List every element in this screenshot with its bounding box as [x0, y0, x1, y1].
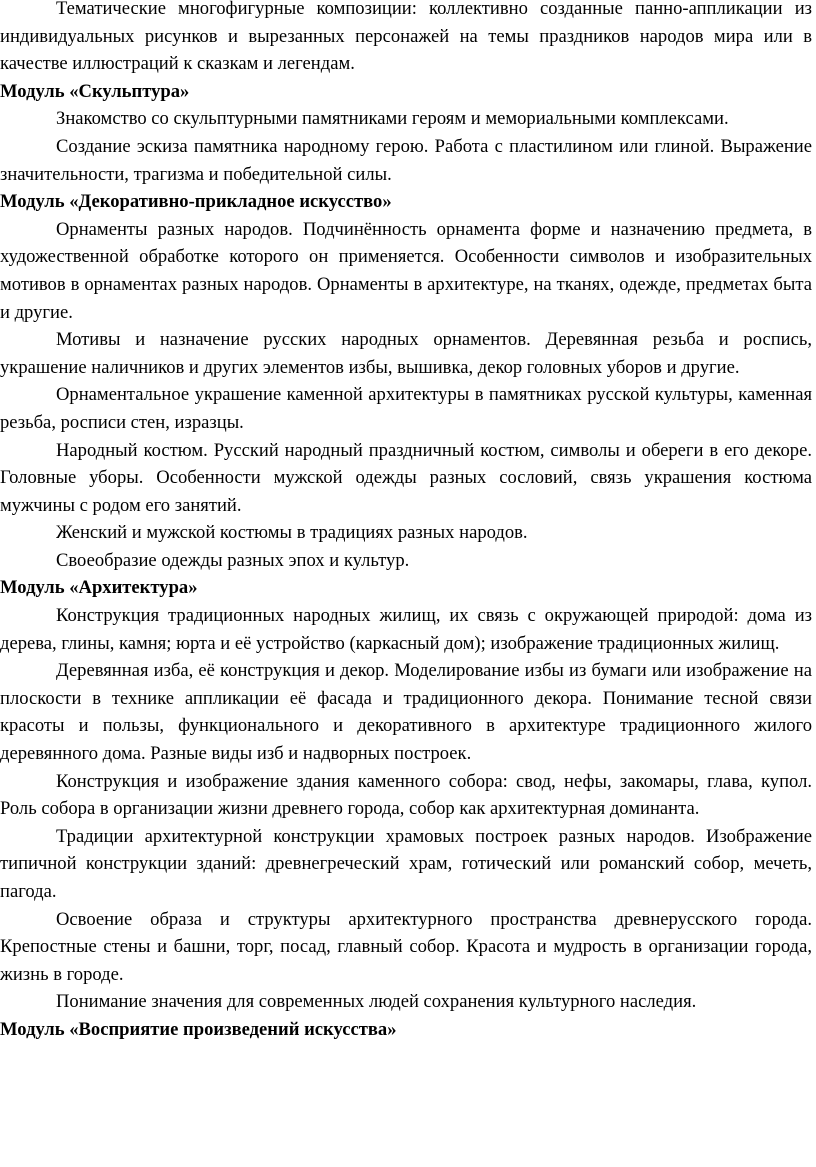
paragraph: Орнаментальное украшение каменной архитектуры в памятниках русской культуры, каменная резьба, росписи стен, изразцы.	[0, 384, 812, 433]
paragraph: Деревянная изба, её конструкция и декор. Моделирование избы из бумаги или изображение на плоскости в технике аппликации её фасада и традиционного декора. Понимание тесной связи красоты и пользы, функционального и декоративного в архитектуре традиционного жилого деревянного дома. Разные виды изб и надворных построек.	[0, 660, 812, 765]
paragraph: Создание эскиза памятника народному герою. Работа с пластилином или глиной. Выражение значительности, трагизма и победительной силы.	[0, 135, 812, 185]
paragraph: Женский и мужской костюмы в традициях разных народов.	[56, 522, 528, 544]
paragraph: Конструкция традиционных народных жилищ, их связь с окружающей природой: дома из дерева, глины, камня; юрта и её устройство (каркасный дом); изображение традиционных жилищ.	[0, 605, 812, 654]
paragraph: Орнаменты разных народов. Подчинённость орнамента форме и назначению предмета, в художественной обработке которого он применяется. Особенности символов и изобразительных мотивов в орнаментах разных народов. Орнаменты в архитектуре, на тканях, одежде, предметах быта и другие.	[0, 218, 812, 323]
intro-paragraph: Тематические многофигурные композиции: коллективно созданные панно-аппликации из индивидуальных рисунков и вырезанных персонажей на темы праздников народов мира или в качестве иллюстраций к сказкам и легендам.	[0, 0, 812, 75]
paragraph: Знакомство со скульптурными памятниками героям и мемориальными комплексами.	[56, 108, 729, 130]
paragraph: Конструкция и изображение здания каменного собора: свод, нефы, закомары, глава, купол. Роль собора в организации жизни древнего города, собор как архитектурная доминанта.	[0, 770, 812, 820]
paragraph: Мотивы и назначение русских народных орнаментов. Деревянная резьба и роспись, украшение наличников и других элементов избы, вышивка, декор головных уборов и другие.	[0, 329, 812, 378]
section-heading-decorative-art: Модуль «Декоративно-прикладное искусство»	[0, 191, 392, 213]
section-heading-art-perception: Модуль «Восприятие произведений искусства»	[0, 1018, 397, 1040]
paragraph: Понимание значения для современных людей сохранения культурного наследия.	[56, 991, 697, 1013]
section-heading-sculpture: Модуль «Скульптура»	[0, 80, 190, 102]
paragraph: Освоение образа и структуры архитектурного пространства древнерусского города. Крепостные стены и башни, торг, посад, главный собор. Красота и мудрость в организации города, жизнь в городе.	[0, 908, 812, 985]
paragraph: Народный костюм. Русский народный праздничный костюм, символы и обереги в его декоре. Головные уборы. Особенности мужской одежды разных сословий, связь украшения костюма мужчины с родом его занятий.	[0, 439, 812, 516]
paragraph: Традиции архитектурной конструкции храмовых построек разных народов. Изображение типичной конструкции зданий: древнегреческий храм, готический или романский собор, мечеть, пагода.	[0, 825, 812, 902]
section-heading-architecture: Модуль «Архитектура»	[0, 577, 198, 599]
paragraph: Своеобразие одежды разных эпох и культур.	[56, 549, 410, 571]
